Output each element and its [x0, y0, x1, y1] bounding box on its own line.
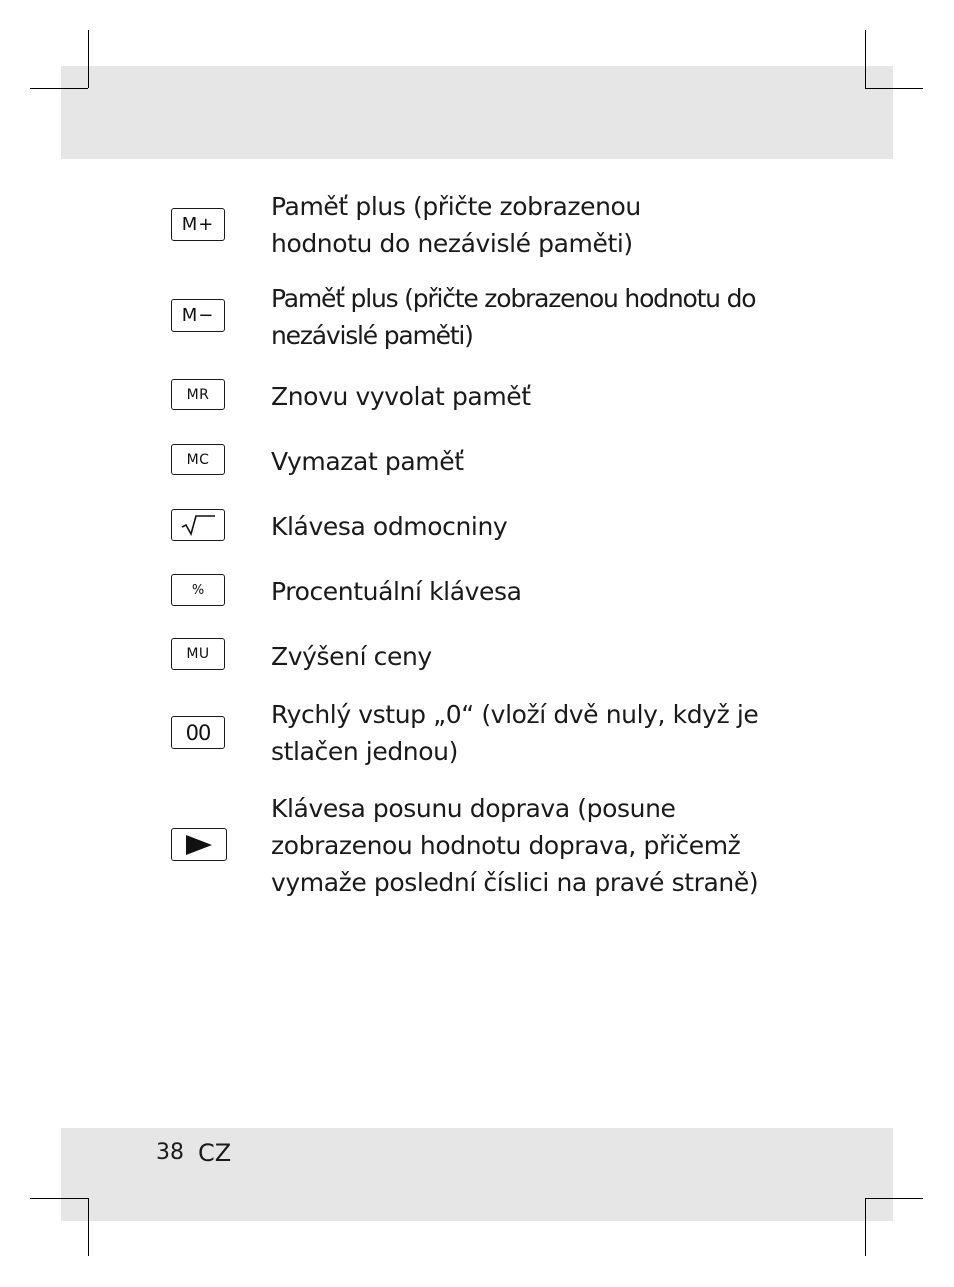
square-root-icon — [171, 509, 225, 541]
memory-recall-description: Znovu vyvolat paměť — [271, 382, 531, 411]
square-root-description: Klávesa odmocniny — [271, 512, 508, 541]
memory-plus-description: Paměť plus (přičte zobrazenou hodnotu do nezávislé paměti) — [271, 192, 641, 258]
markup-key-icon: MU — [171, 638, 225, 670]
language-code: CZ — [198, 1139, 232, 1167]
play-right-icon — [171, 828, 227, 861]
percent-key-icon: % — [171, 574, 225, 606]
memory-minus-key-icon: M− — [171, 299, 225, 332]
memory-clear-key-icon: MC — [171, 444, 225, 475]
markup-description: Zvýšení ceny — [271, 642, 432, 671]
crop-mark — [865, 1198, 923, 1199]
footer-band — [61, 1128, 893, 1221]
shift-right-description: Klávesa posunu doprava (posune zobrazenou hodnotu doprava, přičemž vymaže poslední číslici na pravé straně) — [271, 794, 759, 897]
crop-mark — [88, 30, 89, 88]
crop-mark — [30, 88, 88, 89]
double-zero-description: Rychlý vstup „0“ (vloží dvě nuly, když je stlačen jednou) — [271, 700, 759, 766]
percent-description: Procentuální klávesa — [271, 577, 522, 606]
crop-mark — [30, 1198, 88, 1199]
right-arrow-glyph — [184, 834, 214, 856]
crop-mark — [88, 1198, 89, 1256]
page-number: 38 — [156, 1140, 184, 1165]
crop-mark — [865, 30, 866, 88]
memory-plus-key-icon: M+ — [171, 208, 225, 241]
double-zero-key-icon: 00 — [171, 716, 225, 749]
crop-mark — [865, 88, 923, 89]
memory-clear-description: Vymazat paměť — [271, 447, 464, 476]
header-band — [61, 66, 893, 159]
memory-recall-key-icon: MR — [171, 379, 225, 410]
memory-minus-description: Paměť plus (přičte zobrazenou hodnotu do nezávislé paměti) — [271, 284, 756, 350]
crop-mark — [865, 1198, 866, 1256]
square-root-glyph — [178, 513, 218, 537]
